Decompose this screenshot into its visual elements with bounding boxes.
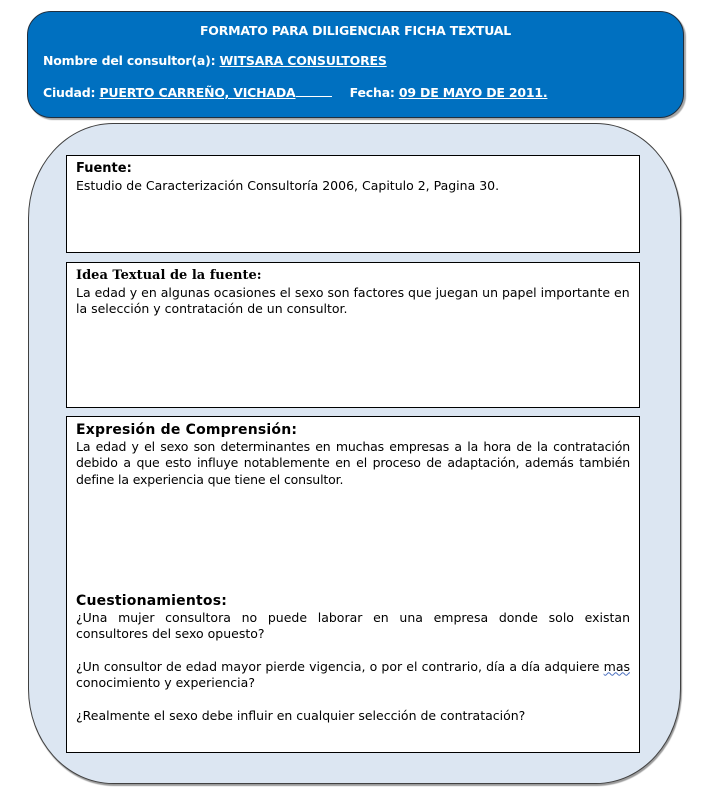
idea-textual-box — [66, 262, 640, 408]
cuestionamientos-label: Cuestionamientos: — [76, 593, 228, 609]
idea-textual-label: Idea Textual de la fuente: — [76, 268, 262, 283]
question-2 — [76, 659, 630, 692]
date-value: 09 DE MAYO DE 2011. — [398, 85, 548, 100]
expresion-text: La edad y el sexo son determinantes en muchas empresas a la hora de la contratación debido a que esto influye notablemente en el proceso de adaptación, además también define la experiencia que tiene el consultor. — [76, 438, 630, 487]
question-3: ¿Realmente el sexo debe influir en cualquier selección de contratación? — [76, 707, 526, 723]
consultant-line — [43, 53, 387, 68]
city-date-line — [43, 85, 547, 100]
city-label: Ciudad: — [43, 85, 96, 100]
form-title: FORMATO PARA DILIGENCIAR FICHA TEXTUAL — [199, 23, 512, 38]
consultant-label: Nombre del consultor(a): — [43, 53, 216, 68]
date-label: Fecha: — [349, 85, 395, 100]
question-2-text: ¿Un consultor de edad mayor pierde vigencia, o por el contrario, día a día adquiere — [76, 658, 604, 674]
form-header — [27, 11, 684, 118]
fuente-text: Estudio de Caracterización Consultoría 2006, Capitulo 2, Pagina 30. — [76, 177, 500, 193]
fuente-label: Fuente: — [76, 161, 132, 176]
city-value: PUERTO CARREÑO, VICHADA — [99, 85, 296, 100]
cuestionamientos-section — [76, 593, 630, 740]
blank-underline — [296, 85, 332, 97]
idea-textual-text: La edad y en algunas ocasiones el sexo son factores que juegan un papel importante en la selección y contratación de un consultor. — [76, 284, 630, 316]
question-2-tail: conocimiento y experiencia? — [76, 675, 255, 690]
spellcheck-flagged-word: mas — [603, 658, 630, 674]
question-1: ¿Una mujer consultora no puede laborar en una empresa donde solo existan consultores del sexo opuesto? — [76, 609, 630, 641]
fuente-box — [66, 155, 640, 253]
consultant-value: WITSARA CONSULTORES — [219, 53, 387, 68]
expresion-box — [66, 416, 640, 753]
expresion-label: Expresión de Comprensión: — [76, 422, 298, 438]
